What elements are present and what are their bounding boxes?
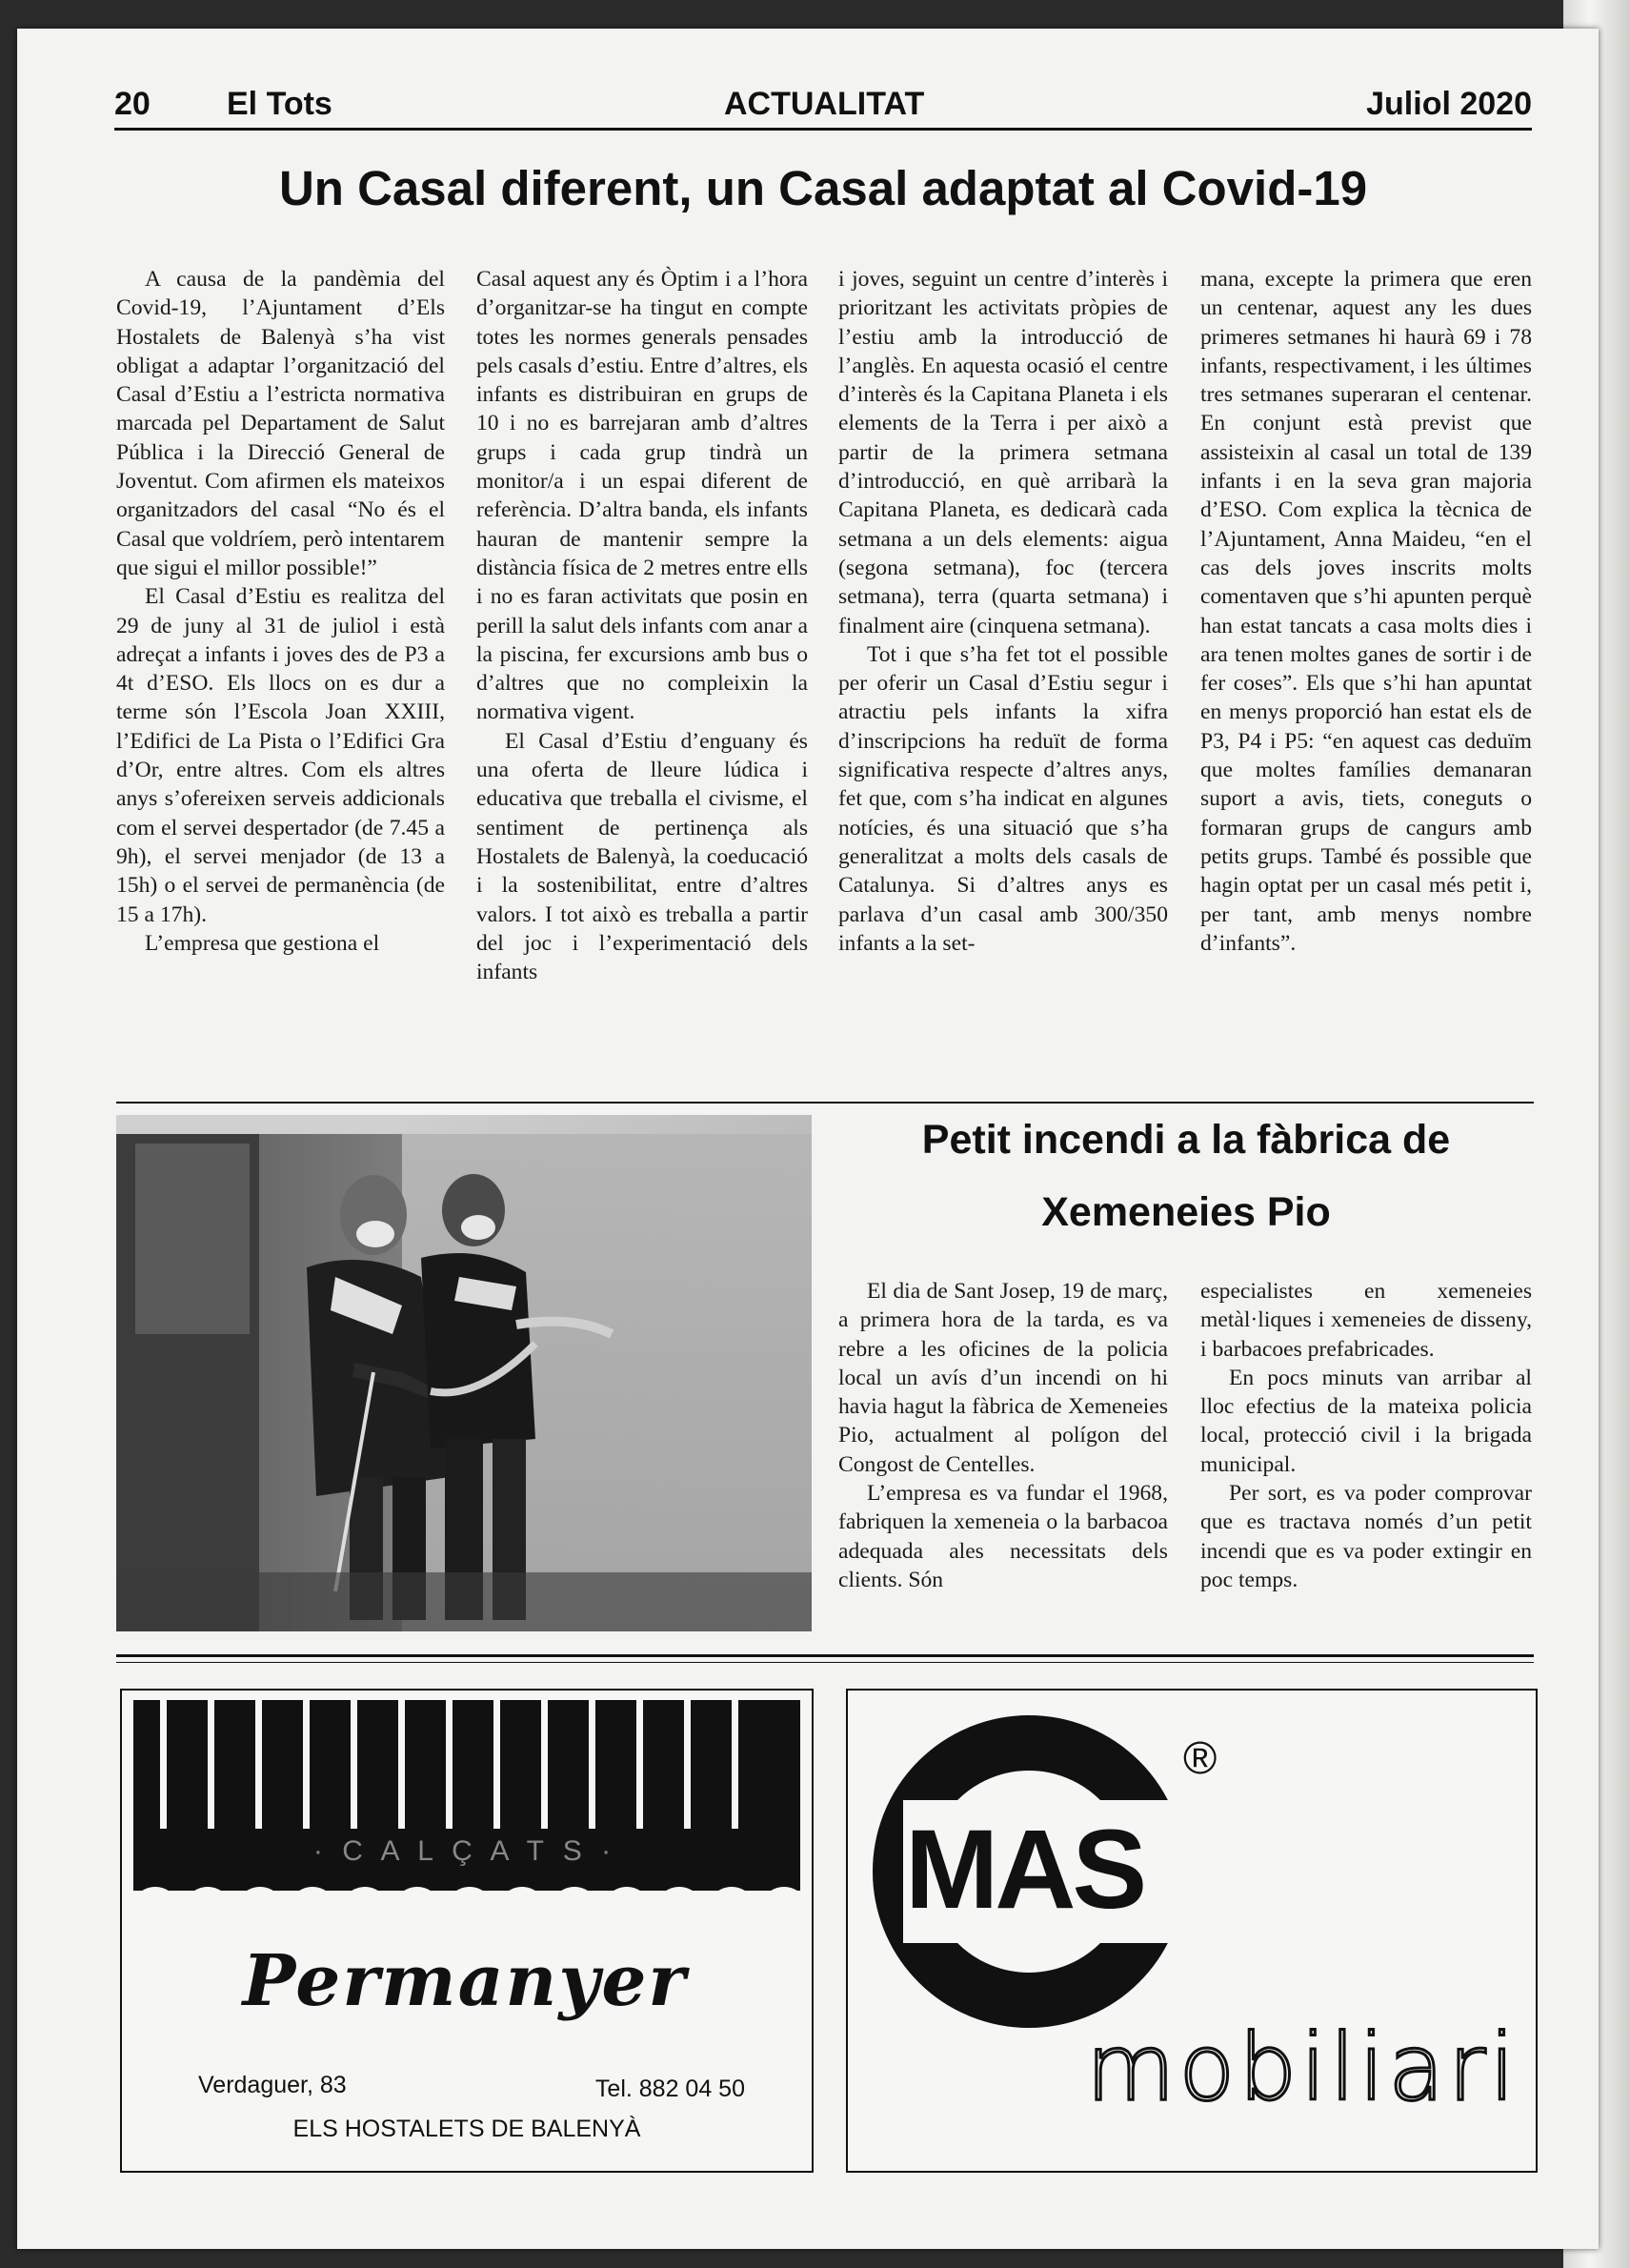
- article1-column-3: [838, 265, 1168, 958]
- ads-top-rule-thin: [116, 1662, 1534, 1663]
- article1-column-2: [476, 265, 808, 986]
- awning-graphic: [122, 1691, 812, 1919]
- page-number: 20: [114, 86, 151, 122]
- ads-top-rule: [116, 1654, 1534, 1657]
- mas-logo-text: MAS: [905, 1807, 1144, 1933]
- ad-mas-mobiliari: [846, 1689, 1538, 2173]
- article2-headline: [838, 1104, 1534, 1248]
- article-headline: Un Casal diferent, un Casal adaptat al Covid-19: [278, 161, 1368, 215]
- section-title: ACTUALITAT: [724, 86, 925, 122]
- paragraph: El Casal d’Estiu d’enguany és una oferta de lleure lúdica i educativa que treballa el civisme, el sentiment de pertinença als Hostalets de Balenyà, la coeducació i la sostenibilitat, entre d’altres valors. I tot això es treballa a partir del joc i l’experimentació dels infants: [476, 728, 808, 985]
- paragraph: A causa de la pandèmia del Covid-19, l’Ajuntament d’Els Hostalets de Balenyà s’ha vist obligat a adaptar l’organització del Casal d’Estiu a l’estricta normativa marcada pel Departament de Salut Pública i la Direcció General de Joventut. Com afirmen els mateixos organitzadors del casal “No és el Casal que voldríem, però intentarem que sigui el millor possible!”: [116, 267, 445, 580]
- header-rule: [114, 128, 1532, 131]
- article2-column-2: [1200, 1277, 1532, 1594]
- paragraph: especialistes en xemeneies metàl·liques i xemeneies de disseny, i barbacoes prefabricades.: [1200, 1279, 1532, 1362]
- brand-logo: Permanyer: [242, 1940, 688, 2022]
- awning-text: · C A L Ç A T S ·: [312, 1835, 617, 1867]
- ad-phone: Tel. 882 04 50: [594, 2076, 745, 2102]
- article2-headline-line1: Petit incendi a la fàbrica de: [921, 1117, 1451, 1163]
- paragraph: Tot i que s’ha fet tot el possible per oferir un Casal d’Estiu segur i atractiu pels infants la xifra d’inscripcions ha reduït de forma significativa respecte d’altres anys, fet que, com s’ha indicat en algunes notícies, és una situació que s’ha generalitzat a molts dels casals de Catalunya. Si d’altres anys es parlava d’un casal amb 300/350 infants a la set-: [838, 641, 1168, 956]
- article1-column-1: [116, 265, 445, 958]
- registered-mark: ®: [1183, 1733, 1217, 1784]
- firefighters-photo: [116, 1115, 812, 1631]
- paragraph: El dia de Sant Josep, 19 de març, a primera hora de la tarda, es va rebre a les oficines de la policia local un avís d’un incendi on hi havia hagut la fàbrica de Xemeneies Pio, actualment al polígon del Congost de Centelles.: [838, 1279, 1168, 1477]
- paragraph: L’empresa que gestiona el: [145, 930, 380, 956]
- paragraph: El Casal d’Estiu es realitza del 29 de juny al 31 de juliol i està adreçat a infants i joves des de P3 a 4t d’ESO. Els llocs on es dur a terme són l’Escola Joan XXIII, l’Edifici de La Pista o l’Edifici Gra d’Or, entre altres. Com els altres anys s’ofereixen serveis addicionals com el servei despertador (de 7.45 a 9h), el servei menjador (de 13 a 15h) o el servei de permanència (de 15 a 17h).: [116, 584, 445, 927]
- paragraph: En pocs minuts van arribar al lloc efectius de la mateixa policia local, protecció civil i la brigada municipal.: [1200, 1365, 1532, 1477]
- ad-town: ELS HOSTALETS DE BALENYÀ: [292, 2116, 641, 2142]
- mobiliari-tagline: mobiliari: [1086, 2015, 1519, 2121]
- publication-name: El Tots: [227, 86, 332, 122]
- paragraph: L’empresa es va fundar el 1968, fabriquen la xemeneia o la barbacoa adequada ales necessitats dels clients. Són: [838, 1481, 1168, 1592]
- issue-date: Juliol 2020: [1366, 86, 1532, 122]
- page-header: [114, 86, 1532, 128]
- article2-column-1: [838, 1277, 1168, 1594]
- article1-column-4: [1200, 265, 1532, 958]
- paragraph: Casal aquest any és Òptim i a l’hora d’organitzar-se ha tingut en compte totes les normes generals pensades pels casals d’estiu. Entre d’altres, els infants es distribuiran en grups de 10 i no es barrejaran amb d’altres grups i cada grup tindrà un monitor/a i un espai diferent de referència. D’altra banda, els infants hauran de mantenir sempre la distància física de 2 metres entre ells i no es faran activitats que posin en perill la salut dels infants com anar a la piscina, fer excursions amb bus o d’altres que no compleixin la normativa vigent.: [476, 267, 808, 725]
- ad-calcats-permanyer: [120, 1689, 814, 2173]
- paragraph: mana, excepte la primera que eren un centenar, aquest any les dues primeres setmanes hi haurà 69 i 78 infants, respectivament, i les últimes tres setmanes superaran el centenar. En conjunt està previst que assisteixin al casal un total de 139 infants i en la seva gran majoria d’ESO. Com explica la tècnica de l’Ajuntament, Anna Maideu, “en el cas dels joves inscrits molts comentaven que s’hi apunten perquè han estat tancats a casa molts dies i ara tenen moltes ganes de sortir i de fer coses”. Els que s’hi han apuntat en menys proporció han estat els de P3, P4 i P5: “en aquest cas deduïm que moltes famílies demanaran suport a avis, tiets, coneguts o formaran grups de cangurs amb petits grups. També és possible que hagin optat per un casal més petit i, per tant, amb menys nombre d’infants”.: [1200, 267, 1532, 956]
- paragraph: i joves, seguint un centre d’interès i prioritzant les activitats pròpies de l’estiu amb la introducció de l’anglès. En aquesta ocasió el centre d’interès és la Capitana Planeta i els elements de la Terra i per això a partir de la primera setmana d’introducció, en què arribarà la Capitana Planeta, es dedicarà cada setmana a un dels elements: aigua (segona setmana), foc (tercera setmana), terra (quarta setmana) i finalment aire (cinquena setmana).: [838, 267, 1168, 638]
- paragraph: Per sort, es va poder comprovar que es tractava només d’un petit incendi que es va poder extingir en poc temps.: [1200, 1481, 1532, 1592]
- article2-headline-line2: Xemeneies Pio: [1041, 1189, 1331, 1235]
- ad-address: Verdaguer, 83: [198, 2072, 347, 2098]
- article-photo: [116, 1115, 812, 1631]
